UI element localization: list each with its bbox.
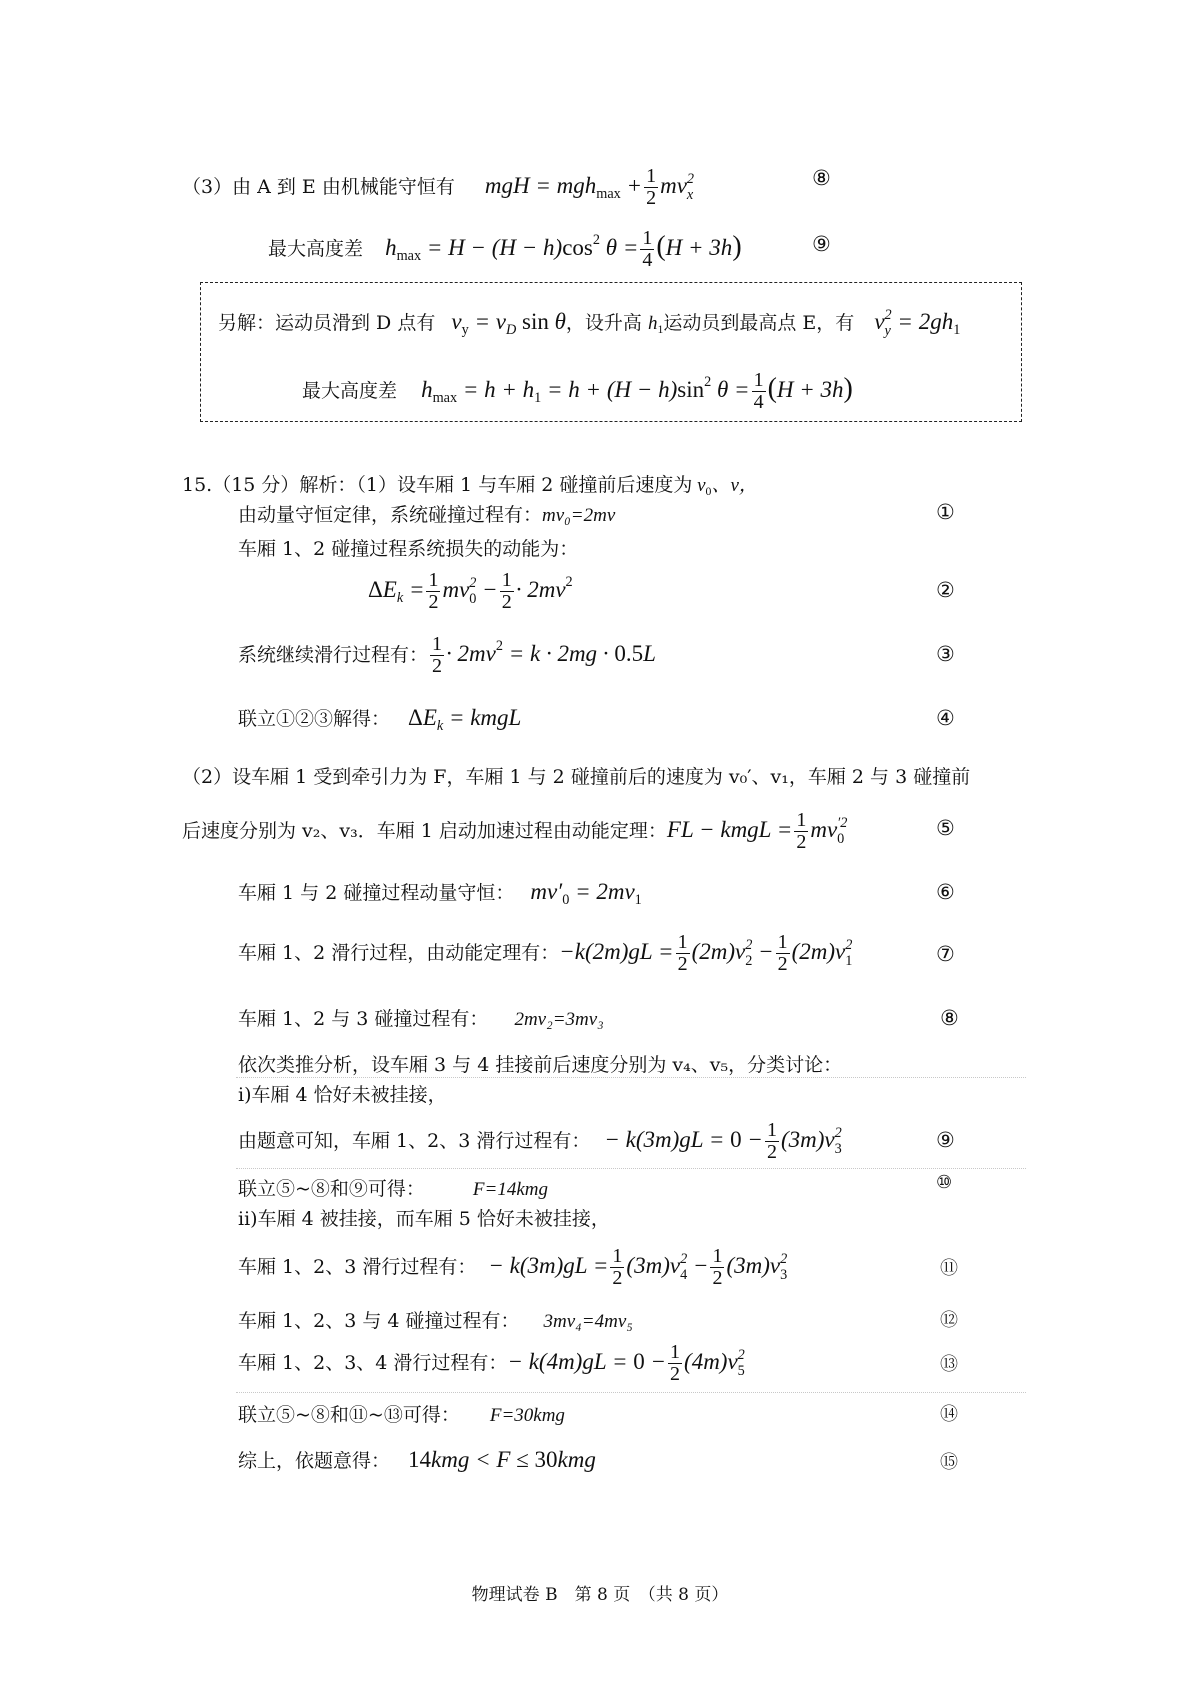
line-6	[238, 878, 642, 908]
line-12-text: 车厢 1、2、3 与 4 碰撞过程有：	[238, 1310, 520, 1332]
q15-heading	[182, 470, 758, 497]
page-footer: 物理试卷 B 第 8 页 （共 8 页）	[471, 1585, 729, 1605]
q15-line6	[238, 704, 522, 734]
line-15	[238, 1446, 596, 1473]
work-energy-equation: FL − kmgL = $\frac{1}{2}$ mv ′2 0	[666, 809, 848, 853]
equation-number-14: ⑭	[940, 1404, 958, 1425]
part3-line2	[268, 228, 742, 271]
ek-result: $\Delta E_k$ = kmgL	[408, 705, 522, 734]
line-14	[238, 1400, 565, 1427]
slide-equation-13: − k(4m)gL = 0 − $\frac{1}{2}$ (4m)v 2 5	[507, 1341, 745, 1385]
line-11-text: 车厢 1、2、3 滑行过程有：	[238, 1255, 477, 1278]
momentum-equation-8: 2mv₂=3mv₃	[514, 1009, 604, 1030]
equation-number-8: ⑧	[940, 1006, 959, 1030]
line-10-text: 联立⑤~⑧和⑨可得：	[238, 1178, 425, 1200]
q15-line6-text: 联立①②③解得：	[238, 708, 391, 730]
part3-line1	[182, 166, 694, 209]
alt-line1-b: ，设升高	[565, 312, 642, 334]
equation-number-4: ④	[936, 706, 955, 730]
momentum-equation-12: 3mv₄=4mv₅	[543, 1311, 633, 1332]
equation-number-13: ⑬	[940, 1354, 958, 1375]
momentum-equation-6: $mv'_0 = 2mv_1$	[530, 879, 642, 908]
equation-number-7: ⑦	[936, 942, 955, 966]
equation-number-12: ⑫	[940, 1310, 958, 1331]
q15-heading-text: 15.（15 分）解析：（1）设车厢 1 与车厢 2 碰撞前后速度为	[182, 474, 693, 496]
delta-ek-equation: $\Delta E_k$ = $\frac{1}{2}$ mv 2 0 − $\frac{1}{2}$ · $2mv^2$	[368, 569, 573, 613]
q15-line3: 车厢 1、2 碰撞过程系统损失的动能为：	[238, 538, 579, 560]
force-result-30: F=30kmg	[489, 1405, 565, 1426]
dotted-divider-2	[236, 1168, 1026, 1169]
line-11	[238, 1246, 787, 1289]
q15-part2-line2	[182, 810, 847, 853]
case-2-line: ⅱ)车厢 4 被挂接，而车厢 5 恰好未被挂接，	[238, 1208, 610, 1230]
q15-line2	[238, 500, 615, 527]
q15-line4	[368, 570, 573, 613]
line-14-text: 联立⑤~⑧和⑪~⑬可得：	[238, 1404, 460, 1426]
line-13-text: 车厢 1、2、3、4 滑行过程有：	[238, 1351, 508, 1374]
alt-hmax-equation: $h_{max} = h + h_1 = h + (H - h)\sin^2$ θ = $\frac{1}{4}$ (H + 3h)	[421, 369, 853, 413]
q15-line2-text: 由动量守恒定律，系统碰撞过程有：	[238, 504, 543, 526]
case-1-line: ⅰ)车厢 4 恰好未被挂接，	[238, 1084, 447, 1106]
equation-number-3: ③	[936, 642, 955, 666]
hmax-equation: $h_{max} = H - (H - h)\cos^2$ θ = $\frac{1}{4}$ (H + 3h)	[385, 227, 742, 271]
alt-line2	[302, 370, 853, 413]
line-9	[238, 1120, 842, 1163]
alt-line2-text: 最大高度差	[302, 379, 398, 402]
energy-equation: mgH = mgh$_{max}$ + $\frac{1}{2}$ mv 2 x	[484, 165, 695, 209]
line-13	[238, 1342, 745, 1385]
equation-number-8a: ⑧	[812, 166, 831, 190]
slide-equation-1: $\frac{1}{2}$ · $2mv^2 = k \cdot 2mg \cdot 0.5L$	[432, 633, 656, 677]
part3-line1-text: （3）由 A 到 E 由机械能守恒有	[182, 175, 455, 198]
q15-heading-vars: $v_0$、v，	[692, 475, 758, 499]
slide-equation-11: − k(3m)gL = $\frac{1}{2}$ (3m)v 2 4 − $\frac{1}{2}$ (3m)v 2 3	[488, 1245, 788, 1289]
equation-number-6: ⑥	[936, 880, 955, 904]
analog-line: 依次类推分析，设车厢 3 与 4 挂接前后速度分别为 v₄、v₅，分类讨论：	[238, 1054, 843, 1076]
alt-line1-c: 运动员到最高点 E，有	[663, 312, 855, 334]
equation-number-11: ⑪	[940, 1258, 958, 1279]
equation-number-10: ⑩	[936, 1172, 953, 1193]
dotted-divider-3	[236, 1392, 1026, 1393]
q15-part2-line1: （2）设车厢 1 受到牵引力为 F，车厢 1 与 2 碰撞前后的速度为 v₀′、v₁，车厢 2 与 3 碰撞前	[182, 766, 971, 788]
equation-number-9a: ⑨	[812, 232, 831, 256]
dotted-divider-1	[236, 1077, 1026, 1078]
vy-equation: $v_y = v_D$ sin θ	[451, 309, 566, 338]
line-15-text: 综上，依题意得：	[238, 1450, 391, 1472]
line-8-text: 车厢 1、2 与 3 碰撞过程有：	[238, 1008, 489, 1030]
line-7-text: 车厢 1、2 滑行过程，由动能定理有：	[238, 941, 560, 964]
force-result-14: F=14kmg	[472, 1179, 549, 1200]
equation-number-9: ⑨	[936, 1128, 955, 1152]
vy2-equation: v 2 y = $2gh_1$	[874, 307, 961, 339]
q15-line5	[238, 634, 656, 677]
alt-line1	[218, 308, 960, 339]
line-10	[238, 1174, 548, 1201]
line-8	[238, 1004, 604, 1031]
momentum-equation-1: mv₀=2mv	[542, 505, 616, 526]
final-range: 14kmg < F ≤ 30kmg	[408, 1447, 596, 1472]
equation-number-5: ⑤	[936, 816, 955, 840]
line-12	[238, 1306, 633, 1333]
part3-line2-text: 最大高度差	[268, 237, 364, 260]
line-9-text: 由题意可知，车厢 1、2、3 滑行过程有：	[238, 1129, 591, 1152]
q15-part2-line2-text: 后速度分别为 v₂、v₃．车厢 1 启动加速过程由动能定理：	[182, 819, 667, 842]
equation-number-1: ①	[936, 500, 955, 524]
q15-line5-text: 系统继续滑行过程有：	[238, 643, 429, 666]
h1-symbol: $h_1$	[647, 313, 664, 337]
line-6-text: 车厢 1 与 2 碰撞过程动量守恒：	[238, 882, 515, 904]
slide-equation-7: −k(2m)gL = $\frac{1}{2}$ (2m)v 2 2 − $\frac{1}{2}$ (2m)v 2 1	[559, 931, 853, 975]
slide-equation-9: − k(3m)gL = 0 − $\frac{1}{2}$ (3m)v 2 3	[604, 1119, 842, 1163]
alt-line1-a: 另解：运动员滑到 D 点有	[218, 312, 436, 334]
equation-number-15: ⑮	[940, 1452, 958, 1473]
line-7	[238, 932, 852, 975]
equation-number-2: ②	[936, 578, 955, 602]
